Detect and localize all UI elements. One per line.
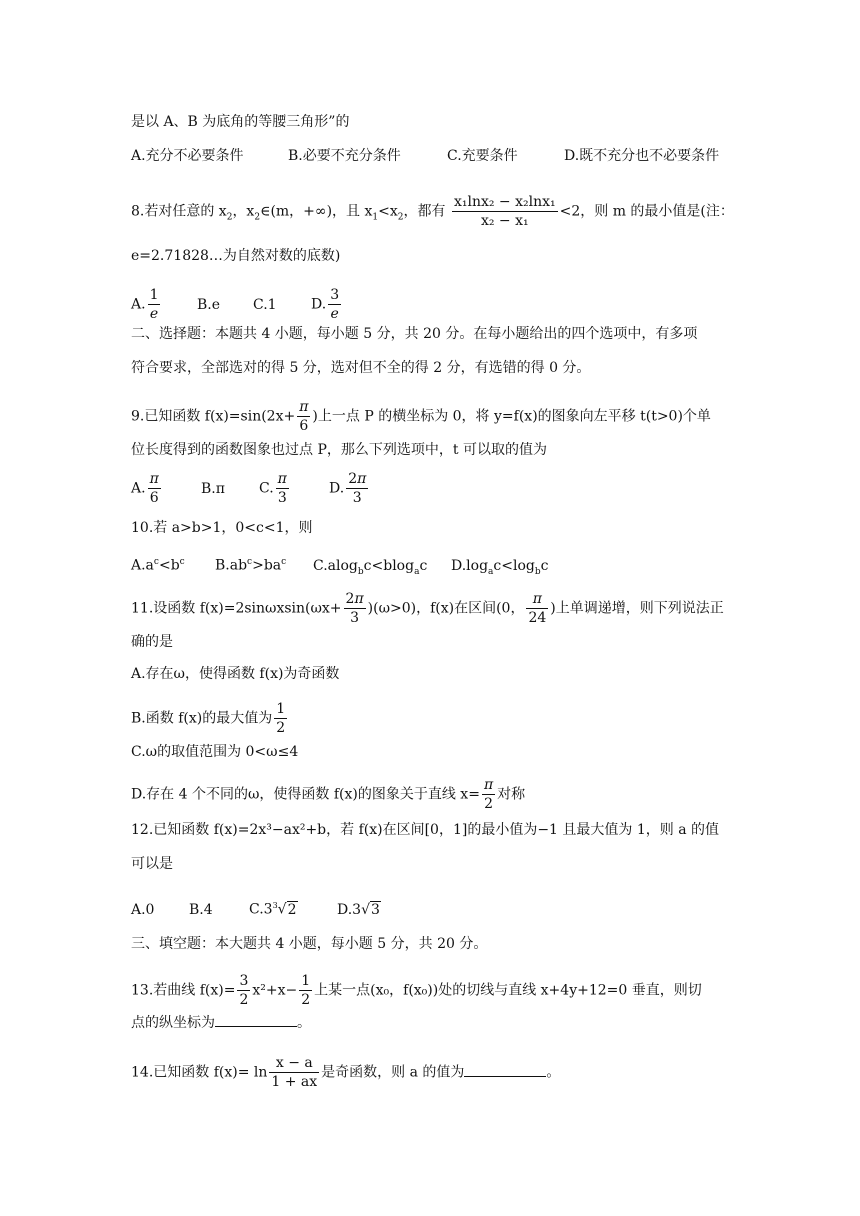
q8-stem-line2: e=2.71828…为自然对数的底数) [131,248,341,264]
q11-option-b: B.函数 f(x)的最大值为 $\frac{1}{2}$ [131,701,286,736]
q8-stem: 8.若对任意的 $x_2$，$x_2\in(m$，+∞)，且 $x_1<x_2$，都有 $\frac{\text{x₁lnx₂ − x₂lnx₁}}{\text{x₂ − x₁}}$ <2，则 m 的最小值是(注： [131,194,734,229]
q8-options: A. $\frac{1}{e}$ B.e C.1 D. $\frac{3}{e}$ [131,287,340,322]
q7-stem-continued: 是以 A、B 为底角的等腰三角形”的 [131,114,350,130]
q13-stem-line2: 点的纵坐标为 。 [131,1012,740,1033]
section-2-heading: 二、选择题：本题共 4 小题，每小题 5 分，共 20 分。在每小题给出的四个选项中，有多项 [131,326,698,342]
q11-stem: 11.设函数 f(x)=2sinωxsin(ωx+ $\frac{2\pi}{3}$ )(ω>0)，f(x)在区间(0， $\frac{\pi}{24}$ )上单调递增，则下列说法正 [131,591,724,626]
q7-option-c: C.充要条件 [447,148,518,164]
q13-answer-blank[interactable] [215,1012,297,1027]
q14-answer-blank[interactable] [464,1062,546,1077]
section-2-heading-line2: 符合要求，全部选对的得 5 分，选对但不全的得 2 分，有选错的得 0 分。 [131,360,591,376]
q12-stem-line2: 可以是 [131,856,173,872]
q11-stem-line2: 确的是 [131,634,173,650]
q11-option-c: C.ω的取值范围为 0<ω≤4 [131,744,299,760]
q11-option-a: A.存在ω，使得函数 f(x)为奇函数 [131,666,340,682]
q12-options: A.0 B.4 $C.3^3√2$ D.3√3 [131,901,380,918]
q9-stem: 9.已知函数 f(x)=sin(2x+ $\frac{\pi}{6}$ )上一点 P 的横坐标为 0，将 y=f(x)的图象向左平移 t(t>0)个单 [131,399,711,434]
q7-options [131,146,740,166]
q13-stem: 13.若曲线 f(x)= $\frac{3}{2}$ x²+x− $\frac{1}{2}$ 上某一点(x₀，f(x₀))处的切线与直线 x+4y+12=0 垂直，则切 [131,973,702,1008]
q10-options: $A.a^c<b^c$ $B.ab^c>ba^c$ C.alog$_b$c<blog$_a$c $D.\log_ac<\log_bc$ [131,557,549,577]
q7-option-a: A.充分不必要条件 [131,148,244,164]
q12-stem: 12.已知函数 f(x)=2x³−ax²+b，若 f(x)在区间[0，1]的最小值为−1 且最大值为 1，则 a 的值 [131,822,720,838]
q10-stem: 10.若 a>b>1，0<c<1，则 [131,520,313,536]
q14-stem: 14.已知函数 f(x)= ln $\frac{x - a}{1 + ax}$ 是奇函数，则 a 的值为 。 [131,1055,561,1090]
q7-option-d: D.既不充分也不必要条件 [564,148,720,164]
section-3-heading: 三、填空题：本大题共 4 小题，每小题 5 分，共 20 分。 [131,936,488,952]
q9-stem-line2: 位长度得到的函数图象也过点 P，那么下列选项中，t 可以取的值为 [131,442,547,458]
q9-options: A. $\frac{\pi}{6}$ B.π C. $\frac{\pi}{3}$ D. $\frac{2\pi}{3}$ [131,471,367,506]
q8-fraction: $\frac{\text{x₁lnx₂ − x₂lnx₁}}{\text{x₂ − x₁}}$ [453,194,556,229]
q7-option-b: B.必要不充分条件 [288,148,401,164]
q11-option-d: D.存在 4 个不同的ω，使得函数 f(x)的图象关于直线 x= $\frac{\pi}{2}$ 对称 [131,777,526,812]
